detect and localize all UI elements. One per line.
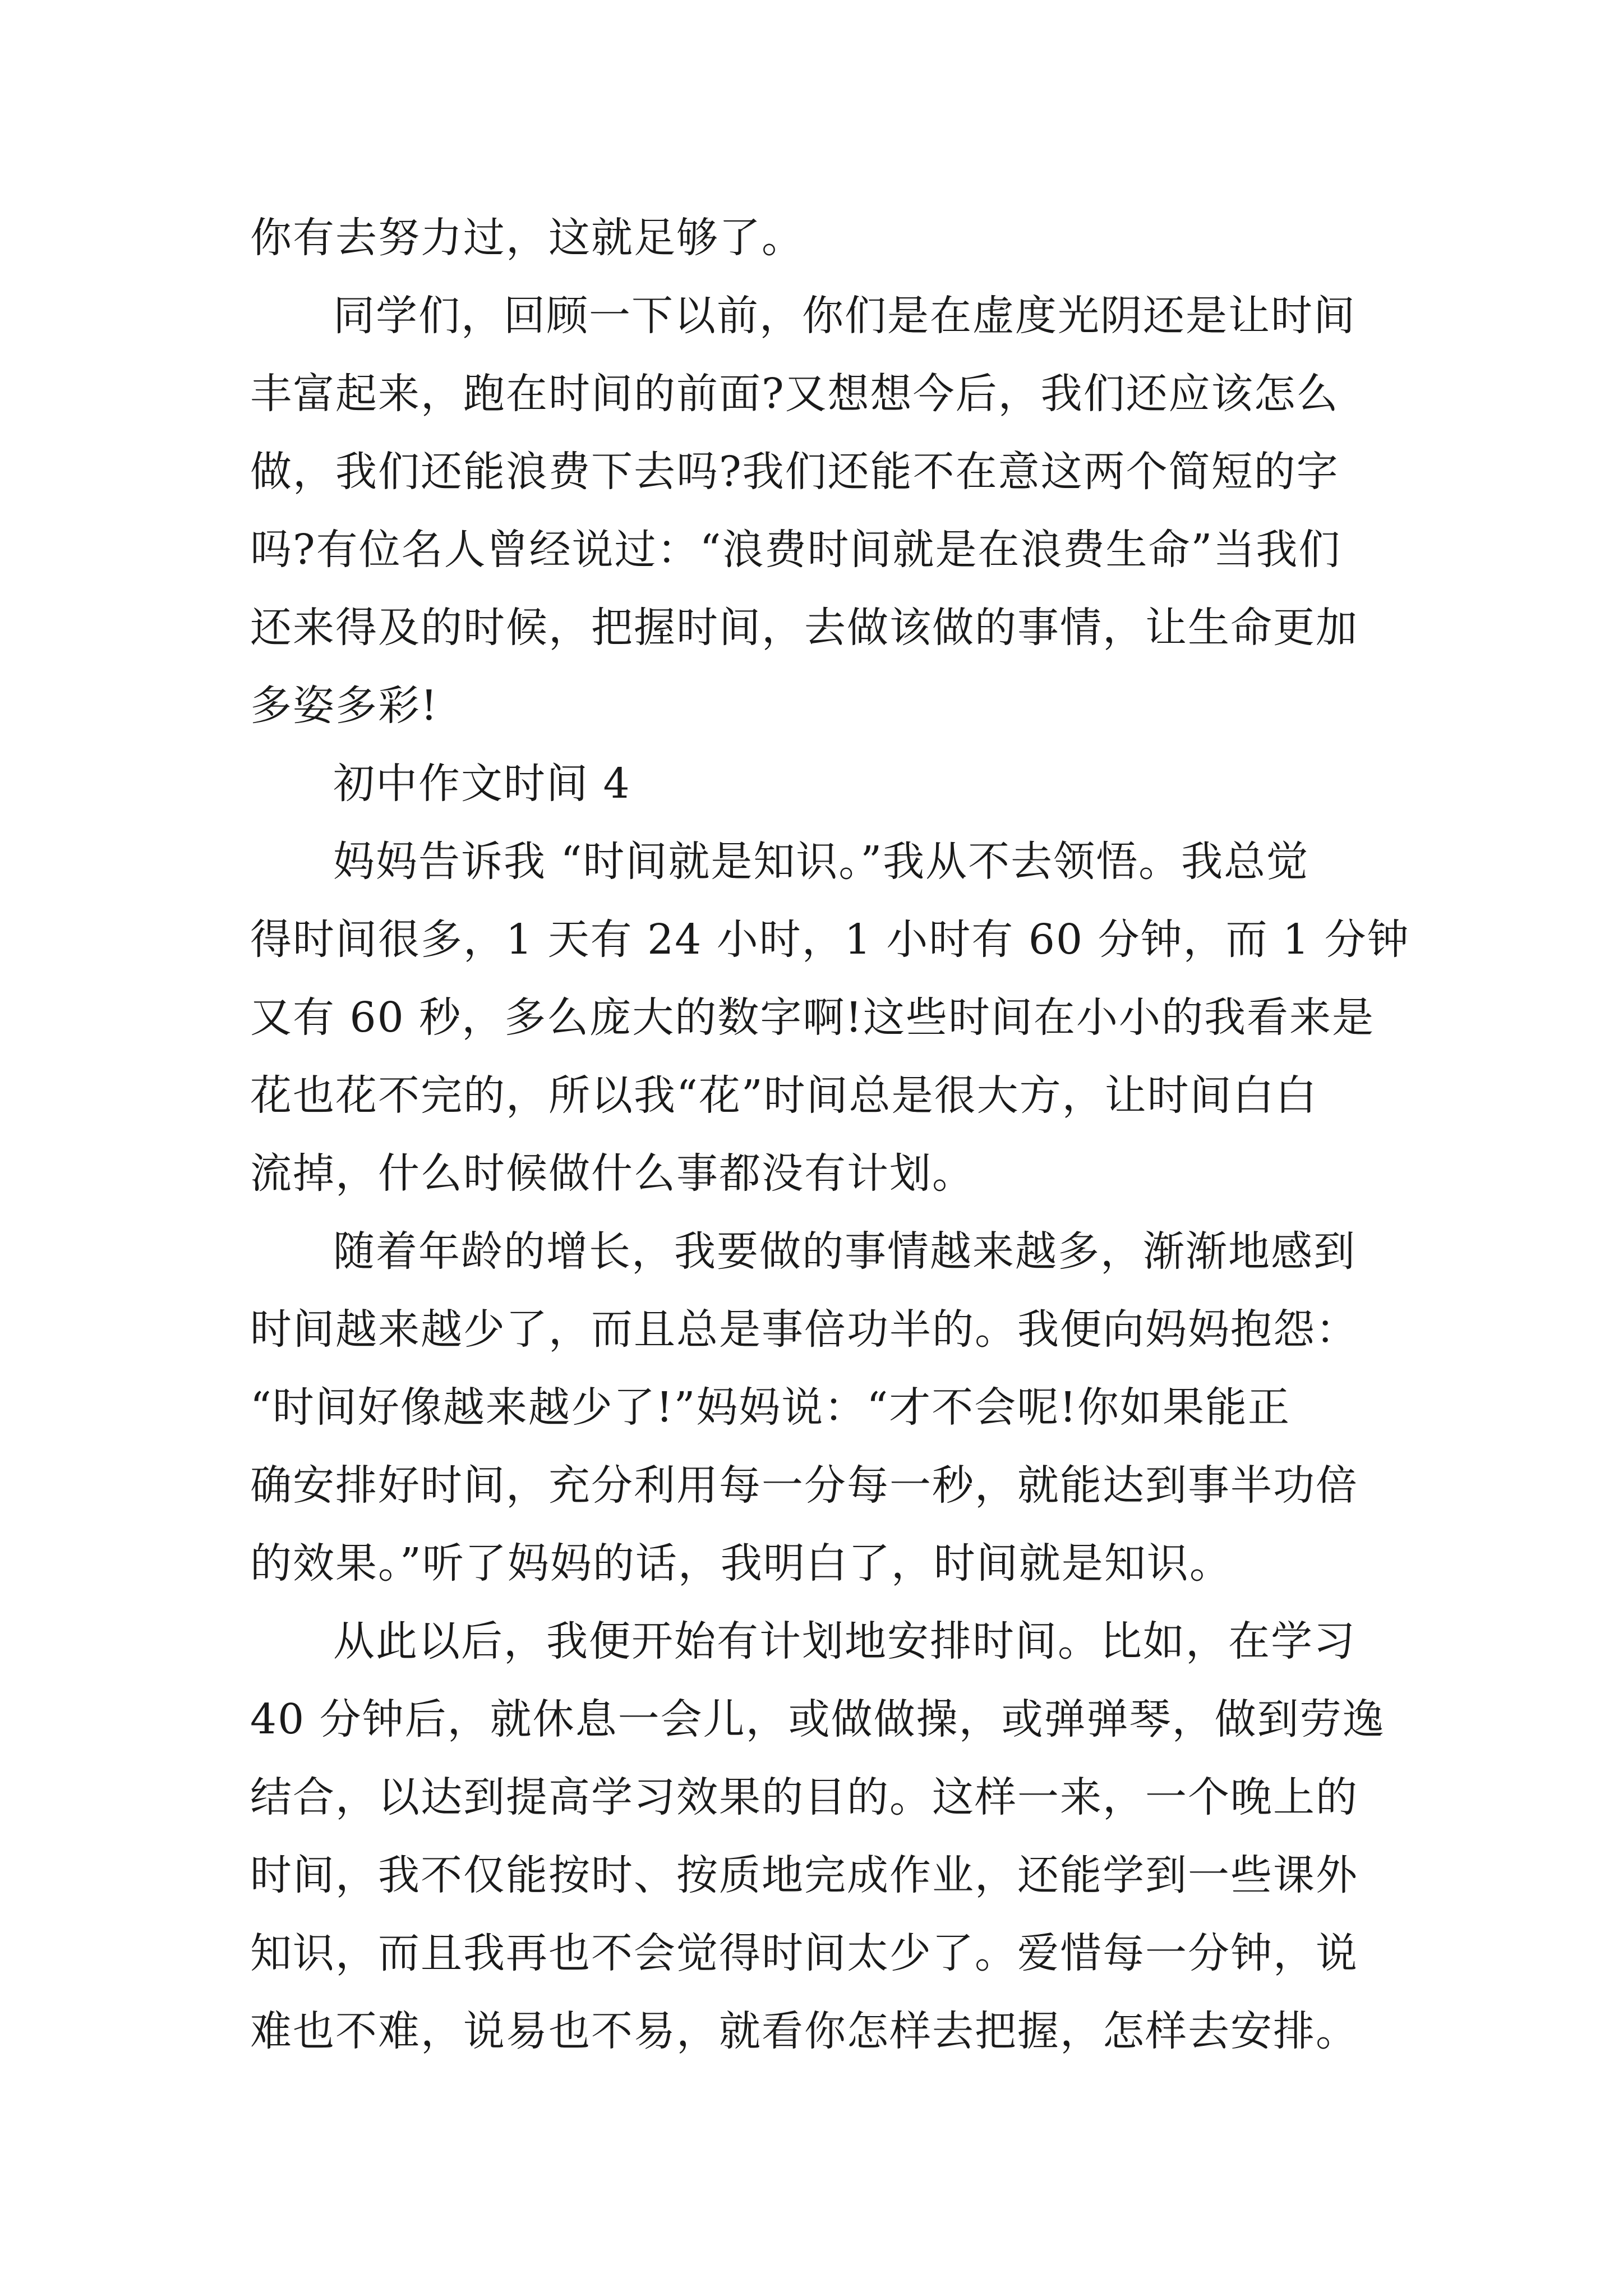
text-line: 还来得及的时候，把握时间，去做该做的事情，让生命更加 — [250, 604, 1358, 652]
text-line: 做，我们还能浪费下去吗?我们还能不在意这两个简短的字 — [250, 448, 1339, 496]
text-line: 难也不难，说易也不易，就看你怎样去把握，怎样去安排。 — [250, 2007, 1358, 2055]
text-line: 花也花不完的，所以我“花”时间总是很大方，让时间白白 — [250, 1071, 1318, 1120]
text-line: 时间，我不仅能按时、按质地完成作业，还能学到一些课外 — [250, 1851, 1358, 1899]
text-line: 你有去努力过，这就足够了。 — [250, 214, 804, 262]
text-line: 确安排好时间，充分利用每一分每一秒，就能达到事半功倍 — [250, 1461, 1358, 1510]
section-heading: 初中作文时间 4 — [333, 760, 631, 808]
text-line: 又有 60 秒，多么庞大的数字啊!这些时间在小小的我看来是 — [250, 993, 1375, 1042]
text-line: 时间越来越少了，而且总是事倍功半的。我便向妈妈抱怨： — [250, 1305, 1358, 1354]
paragraph-start-line: 同学们，回顾一下以前，你们是在虚度光阴还是让时间 — [333, 292, 1356, 340]
text-line: 结合，以达到提高学习效果的目的。这样一来，一个晚上的 — [250, 1773, 1358, 1821]
text-line: 丰富起来，跑在时间的前面?又想想今后，我们还应该怎么 — [250, 370, 1339, 418]
text-line: 知识，而且我再也不会觉得时间太少了。爱惜每一分钟，说 — [250, 1929, 1358, 1977]
paragraph-start-line: 从此以后，我便开始有计划地安排时间。比如，在学习 — [333, 1617, 1356, 1665]
text-line: 的效果。”听了妈妈的话，我明白了，时间就是知识。 — [250, 1539, 1232, 1588]
text-line: 流掉，什么时候做什么事都没有计划。 — [250, 1149, 975, 1198]
essay-text — [250, 199, 1428, 2070]
text-line: 多姿多彩! — [250, 682, 439, 730]
text-line: 得时间很多，1 天有 24 小时，1 小时有 60 分钟，而 1 分钟 — [250, 915, 1410, 964]
text-line: 吗?有位名人曾经说过：“浪费时间就是在浪费生命”当我们 — [250, 526, 1341, 574]
text-line: “时间好像越来越少了!”妈妈说：“才不会呢!你如果能正 — [250, 1383, 1290, 1432]
paragraph-start-line: 妈妈告诉我 “时间就是知识。”我从不去领悟。我总觉 — [333, 838, 1310, 886]
text-line: 40 分钟后，就休息一会儿，或做做操，或弹弹琴，做到劳逸 — [250, 1695, 1385, 1743]
paragraph-start-line: 随着年龄的增长，我要做的事情越来越多，渐渐地感到 — [333, 1227, 1356, 1276]
